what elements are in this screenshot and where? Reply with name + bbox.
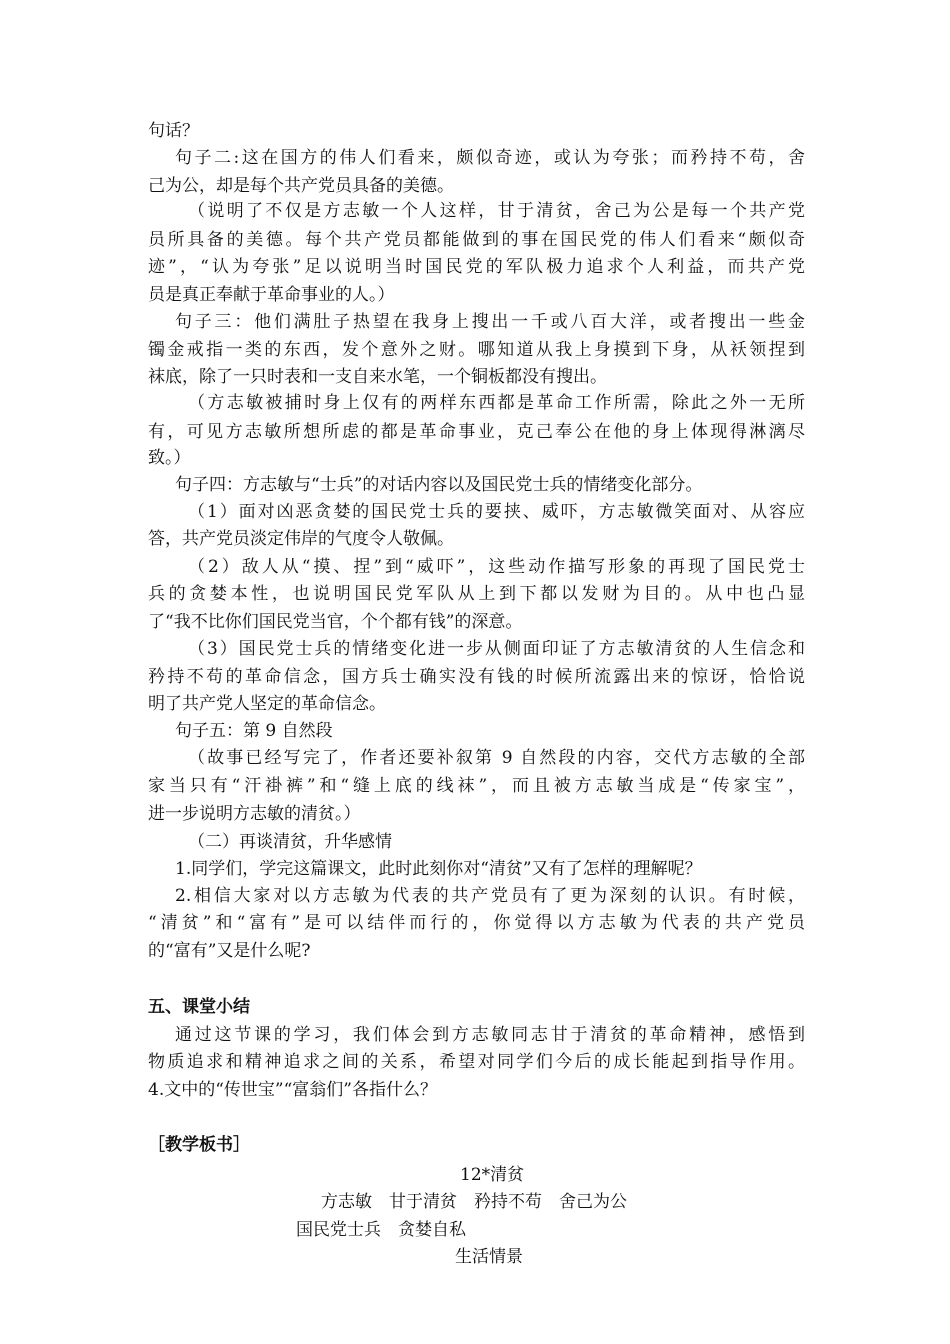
paragraph-text: 兵的贪婪本性，也说明国民党军队从上到下都以发财为目的。从中也凸显 (148, 584, 805, 604)
paragraph-text: 生活情景 (455, 1247, 523, 1267)
text-line (0, 1216, 950, 1244)
paragraph-text: （方志敏被捕时身上仅有的两样东西都是革命工作所需，除此之外一无所 (188, 393, 805, 413)
text-line (0, 117, 950, 145)
text-line (0, 253, 950, 281)
paragraph-text: 袜底，除了一只时表和一支自来水笔，一个铜板都没有搜出。 (148, 367, 607, 387)
paragraph-text: 员所具备的美德。每个共产党员都能做到的事在国民党的伟人们看来“颇似奇 (148, 230, 805, 250)
paragraph-text: 致。） (148, 448, 191, 468)
text-line (0, 197, 950, 225)
section-heading: 五、课堂小结 (148, 997, 250, 1017)
text-line (0, 363, 950, 391)
text-line (0, 1048, 950, 1076)
text-line (0, 471, 950, 499)
text-line (0, 553, 950, 581)
paragraph-text: （说明了不仅是方志敏一个人这样，甘于清贫，舍己为公是每一个共产党 (188, 201, 805, 221)
paragraph-text: “清贫”和“富有”是可以结伴而行的，你觉得以方志敏为代表的共产党员 (148, 913, 805, 933)
text-line (0, 444, 950, 472)
text-line (0, 1131, 950, 1159)
paragraph-text: 矜持不苟的革命信念，国方兵士确实没有钱的时候所流露出来的惊讶，恰恰说 (148, 667, 805, 687)
text-line (0, 635, 950, 663)
text-line (0, 1076, 950, 1104)
text-line (0, 772, 950, 800)
paragraph-text: 国民党士兵 贪婪自私 (296, 1220, 466, 1240)
text-line (0, 744, 950, 772)
text-line (0, 308, 950, 336)
paragraph-text: 通过这节课的学习，我们体会到方志敏同志甘于清贫的革命精神，感悟到 (175, 1025, 805, 1045)
text-line (0, 144, 950, 172)
paragraph-text: 句子四：方志敏与“士兵”的对话内容以及国民党士兵的情绪变化部分。 (175, 475, 703, 495)
paragraph-text: （故事已经写完了，作者还要补叙第 9 自然段的内容，交代方志敏的全部 (188, 748, 805, 768)
paragraph-text: （3）国民党士兵的情绪变化进一步从侧面印证了方志敏清贫的人生信念和 (188, 639, 805, 659)
text-line (0, 498, 950, 526)
text-line (0, 993, 950, 1021)
text-line (0, 1243, 950, 1271)
text-line (0, 336, 950, 364)
text-line (0, 389, 950, 417)
paragraph-text: 有，可见方志敏所想所虑的都是革命事业，克己奉公在他的身上体现得淋漓尽 (148, 422, 805, 442)
paragraph-text: 2.相信大家对以方志敏为代表的共产党员有了更为深刻的认识。有时候， (175, 886, 805, 906)
text-line (0, 525, 950, 553)
paragraph-text: 镯金戒指一类的东西，发个意外之财。哪知道从我上身摸到下身，从袄领捏到 (148, 340, 805, 360)
text-line (0, 1188, 950, 1216)
text-line (0, 828, 950, 856)
paragraph-text: 家当只有“汗褂裤”和“缝上底的线袜”，而且被方志敏当成是“传家宝”， (148, 776, 805, 796)
text-line (0, 172, 950, 200)
paragraph-text: 句话？ (148, 121, 199, 141)
paragraph-text: 句子二:这在国方的伟人们看来，颇似奇迹，或认为夸张；而矜持不苟，舍 (175, 148, 805, 168)
paragraph-text: 12*清贫 (460, 1165, 525, 1185)
text-line (0, 580, 950, 608)
text-line (0, 800, 950, 828)
text-line (0, 855, 950, 883)
paragraph-text: 的“富有”又是什么呢? (148, 941, 311, 961)
section-heading: ［教学板书］ (148, 1135, 250, 1155)
paragraph-text: 方志敏 甘于清贫 矜持不苟 舍己为公 (321, 1192, 627, 1212)
paragraph-text: 了“我不比你们国民党当官，个个都有钱”的深意。 (148, 612, 523, 632)
paragraph-text: 4.文中的“传世宝”“富翁们”各指什么？ (148, 1080, 437, 1100)
paragraph-text: 己为公，却是每个共产党员具备的美德。 (148, 176, 454, 196)
paragraph-text: 员是真正奉献于革命事业的人。） (148, 285, 395, 305)
paragraph-text: 1.同学们，学完这篇课文，此时此刻你对“清贫”又有了怎样的理解呢？ (175, 859, 702, 879)
paragraph-text: 句子三：他们满肚子热望在我身上搜出一千或八百大洋，或者搜出一些金 (175, 312, 805, 332)
text-line (0, 717, 950, 745)
paragraph-text: 进一步说明方志敏的清贫。） (148, 804, 361, 824)
text-line (0, 1161, 950, 1189)
text-line (0, 226, 950, 254)
text-line (0, 909, 950, 937)
text-line (0, 1021, 950, 1049)
text-line (0, 281, 950, 309)
paragraph-text: 迹”，“认为夸张”足以说明当时国民党的军队极力追求个人利益，而共产党 (148, 257, 805, 277)
paragraph-text: 答，共产党员淡定伟岸的气度令人敬佩。 (148, 529, 454, 549)
text-line (0, 663, 950, 691)
paragraph-text: 物质追求和精神追求之间的关系，希望对同学们今后的成长能起到指导作用。 (148, 1052, 805, 1072)
text-line (0, 418, 950, 446)
text-line (0, 690, 950, 718)
text-line (0, 937, 950, 965)
paragraph-text: 句子五：第 9 自然段 (175, 721, 333, 741)
paragraph-text: （1）面对凶恶贪婪的国民党士兵的要挟、威吓，方志敏微笑面对、从容应 (188, 502, 805, 522)
paragraph-text: （2）敌人从“摸、捏”到“威吓”，这些动作描写形象的再现了国民党士 (188, 557, 805, 577)
paragraph-text: 明了共产党人坚定的革命信念。 (148, 694, 386, 714)
text-line (0, 882, 950, 910)
paragraph-text: （二）再谈清贫，升华感情 (188, 832, 392, 852)
text-line (0, 608, 950, 636)
